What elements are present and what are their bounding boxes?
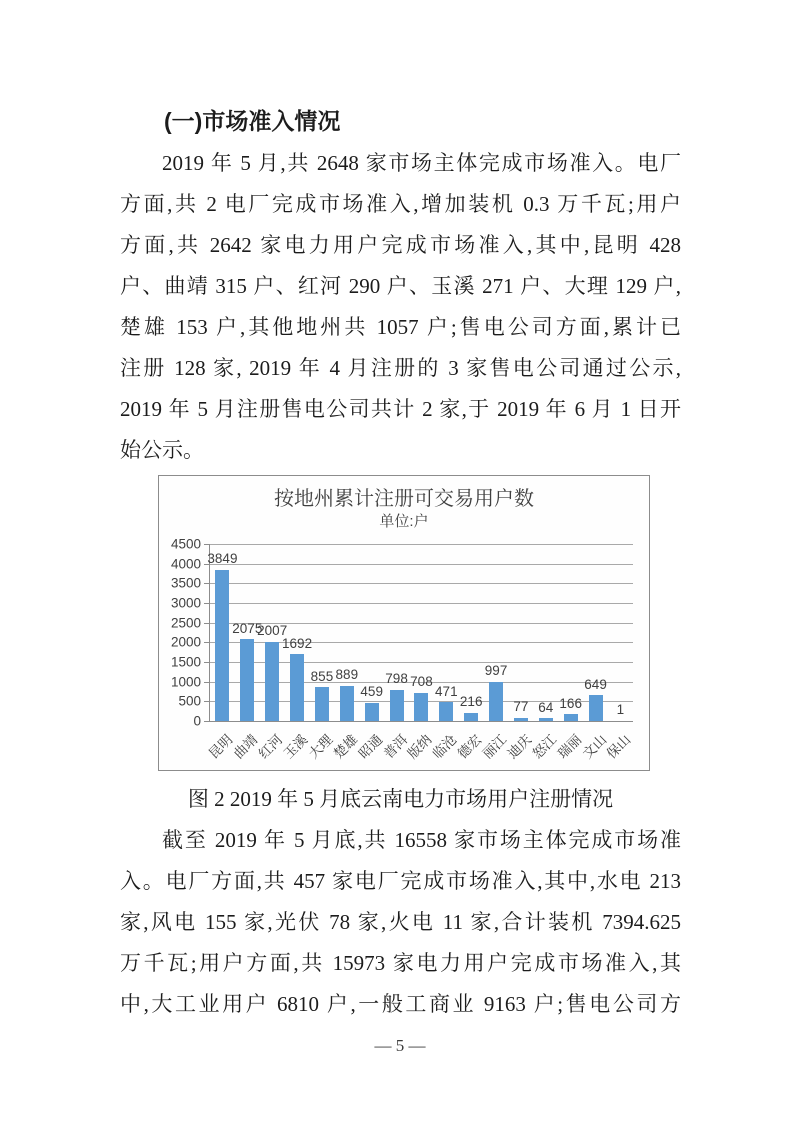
bar — [589, 695, 603, 721]
bar-group — [479, 544, 510, 762]
y-axis-label: 4000 — [170, 555, 201, 571]
x-axis-label: 怒江 — [529, 731, 560, 762]
bar-group — [554, 544, 585, 762]
y-axis-label: 2500 — [170, 614, 201, 630]
y-axis-label: 3500 — [170, 575, 201, 591]
bar-value-label: 889 — [335, 667, 359, 683]
section-heading: (一)市场准入情况 — [164, 108, 341, 134]
bars-layer — [206, 544, 634, 762]
x-axis-label: 版纳 — [405, 731, 435, 762]
x-axis-label: 曲靖 — [231, 731, 261, 762]
bar — [564, 714, 578, 721]
x-axis-label: 德宏 — [454, 731, 485, 762]
paragraph-line: 户、曲靖 315 户、红河 290 户、玉溪 271 户、大理 129 户, — [120, 274, 681, 298]
chart-subtitle: 单位:户 — [379, 513, 429, 530]
bar — [539, 718, 553, 721]
bar-value-label: 997 — [484, 662, 508, 678]
bar — [414, 693, 428, 721]
bar — [439, 702, 453, 721]
x-axis-label: 临沧 — [430, 731, 460, 762]
paragraph-line: 始公示。 — [120, 438, 204, 462]
bar-value-label: 798 — [385, 670, 408, 686]
x-axis-label: 昆明 — [206, 731, 236, 762]
paragraph-line: 家,风电 155 家,光伏 78 家,火电 11 家,合计装机 7394.625 — [120, 910, 681, 934]
bar — [240, 639, 254, 721]
bar-group — [430, 544, 460, 762]
bar-group — [255, 544, 288, 762]
paragraph-2 — [120, 820, 681, 1025]
y-axis-label: 1000 — [170, 673, 201, 689]
page-number: — 5 — — [374, 1036, 426, 1055]
bar-group — [529, 544, 560, 762]
bar-value-label: 471 — [435, 683, 458, 699]
bar — [215, 570, 229, 721]
figure-caption: 图 2 2019 年 5 月底云南电力市场用户注册情况 — [187, 787, 614, 811]
bar-group — [405, 544, 435, 762]
bar-group — [504, 544, 535, 762]
bar-group — [355, 544, 386, 762]
y-axis-label: 4500 — [170, 536, 201, 552]
x-axis-label: 保山 — [604, 731, 634, 762]
bar — [365, 703, 379, 721]
paragraph-line: 中,大工业用户 6810 户,一般工商业 9163 户;售电公司方 — [120, 992, 681, 1016]
bar-value-label: 216 — [459, 693, 483, 709]
bar-value-label: 855 — [310, 668, 334, 684]
paragraph-line: 方面,共 2642 家电力用户完成市场准入,其中,昆明 428 — [120, 233, 681, 257]
x-axis-label: 文山 — [579, 731, 609, 762]
chart-title: 按地州累计注册可交易用户数 — [274, 488, 534, 510]
bar-value-label: 3849 — [207, 550, 238, 566]
x-axis-label: 大理 — [305, 731, 336, 762]
bar-group — [604, 544, 634, 762]
paragraph-line: 楚雄 153 户,其他地州共 1057 户;售电公司方面,累计已 — [120, 315, 681, 339]
bar-group — [454, 544, 485, 762]
paragraph-line: 方面,共 2 电厂完成市场准入,增加装机 0.3 万千瓦;用户 — [120, 192, 681, 216]
bar-group — [305, 544, 336, 762]
bar-group — [231, 544, 263, 762]
x-axis-label: 丽江 — [479, 731, 510, 762]
x-axis-label: 玉溪 — [280, 731, 311, 762]
bar-value-label: 1692 — [282, 635, 313, 651]
bar-value-label: 708 — [410, 674, 433, 690]
x-axis-label: 昭通 — [355, 731, 386, 762]
y-axis-label: 3000 — [170, 595, 201, 611]
y-axis-label: 0 — [193, 713, 201, 729]
y-axis-label: 500 — [178, 693, 201, 709]
bar-group — [579, 544, 609, 762]
paragraph-1 — [120, 143, 681, 471]
paragraph-line: 入。电厂方面,共 457 家电厂完成市场准入,其中,水电 213 — [120, 869, 681, 893]
bar-group — [330, 544, 361, 762]
bar-value-label: 2007 — [257, 623, 288, 639]
x-axis-label: 迪庆 — [504, 731, 535, 762]
bar-value-label: 1 — [616, 702, 625, 718]
figure-2-bar-chart — [158, 475, 650, 771]
bar — [265, 642, 279, 721]
plot-area — [170, 536, 634, 762]
bar-value-label: 77 — [513, 699, 529, 715]
x-axis-label: 普洱 — [380, 731, 410, 762]
x-axis-label: 瑞丽 — [554, 731, 585, 762]
bar-value-label: 2075 — [232, 620, 263, 636]
paragraph-line: 万千瓦;用户方面,共 15973 家电力用户完成市场准入,其 — [120, 951, 681, 975]
bar — [340, 686, 354, 721]
paragraph-line: 2019 年 5 月,共 2648 家市场主体完成市场准入。电厂 — [162, 151, 681, 175]
bar — [464, 713, 478, 721]
bar — [489, 682, 503, 721]
y-axis-label: 2000 — [170, 634, 201, 650]
bar — [390, 690, 404, 721]
paragraph-line: 2019 年 5 月注册售电公司共计 2 家,于 2019 年 6 月 1 日开 — [120, 397, 681, 421]
bar — [290, 654, 304, 721]
paragraph-line: 截至 2019 年 5 月底,共 16558 家市场主体完成市场准 — [162, 828, 681, 852]
y-axis-tick — [204, 721, 210, 722]
bar-group — [206, 544, 238, 762]
x-axis-label: 红河 — [255, 731, 286, 762]
bar-value-label: 459 — [360, 684, 383, 700]
bar-value-label: 166 — [559, 695, 582, 711]
y-axis-label: 1500 — [170, 654, 201, 670]
bar-value-label: 64 — [538, 699, 554, 715]
bar-value-label: 649 — [584, 676, 607, 692]
bar-group — [280, 544, 313, 762]
paragraph-line: 注册 128 家, 2019 年 4 月注册的 3 家售电公司通过公示, — [120, 356, 681, 380]
x-axis-label: 楚雄 — [330, 731, 361, 762]
bar-group — [380, 544, 410, 762]
bar — [514, 718, 528, 721]
bar — [315, 687, 329, 721]
